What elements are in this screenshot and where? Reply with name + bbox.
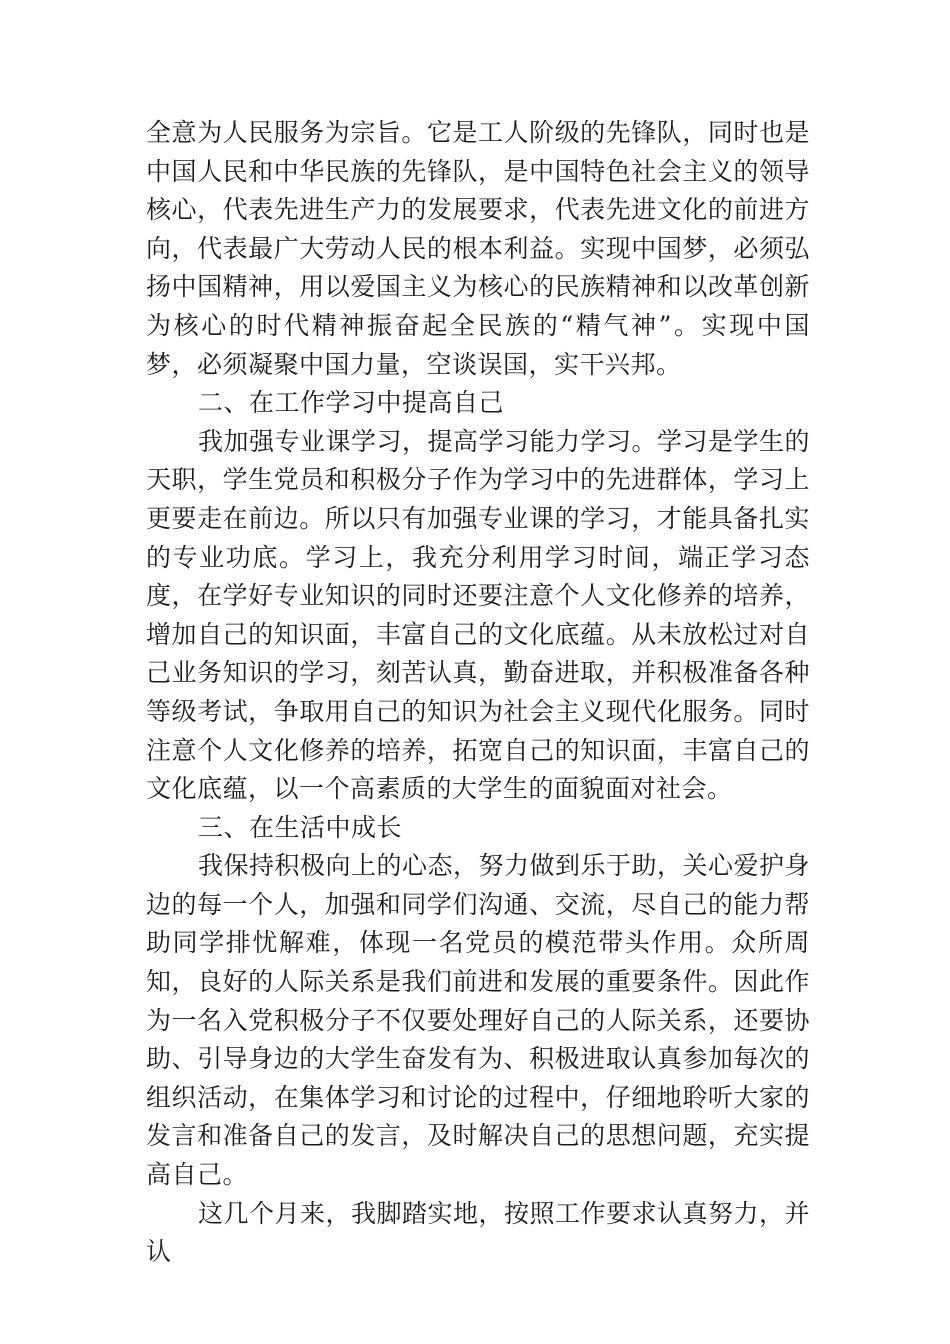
document-body	[146, 114, 810, 1272]
section-heading-study: 二、在工作学习中提高自己	[198, 388, 505, 418]
section-heading-life: 三、在生活中成长	[198, 812, 403, 842]
paragraph-conclusion: 这几个月来，我脚踏实地，按照工作要求认真努力，并认	[146, 1198, 811, 1267]
paragraph-study: 我加强专业课学习，提高学习能力学习。学习是学生的天职，学生党员和积极分子作为学习中的先进群体，学习上更要走在前边。所以只有加强专业课的学习，才能具备扎实的专业功底。学习上，我充分利用学习时间，端正学习态度，在学好专业知识的同时还要注意个人文化修养的培养，增加自己的知识面，丰富自己的文化底蕴。从未放松过对自己业务知识的学习，刻苦认真，勤奋进取，并积极准备各种等级考试，争取用自己的知识为社会主义现代化服务。同时注意个人文化修养的培养，拓宽自己的知识面，丰富自己的文化底蕴，以一个高素质的大学生的面貌面对社会。	[146, 426, 811, 804]
paragraph-party-purpose: 全意为人民服务为宗旨。它是工人阶级的先锋队，同时也是中国人民和中华民族的先锋队，是中国特色社会主义的领导核心，代表先进生产力的发展要求，代表先进文化的前进方向，代表最广大劳动人民的根本利益。实现中国梦，必须弘扬中国精神，用以爱国主义为核心的民族精神和以改革创新为核心的时代精神振奋起全民族的“精气神”。实现中国梦，必须凝聚中国力量，空谈误国，实干兴邦。	[146, 118, 810, 379]
paragraph-life: 我保持积极向上的心态，努力做到乐于助，关心爱护身边的每一个人，加强和同学们沟通、交流，尽自己的能力帮助同学排忧解难，体现一名党员的模范带头作用。众所周知，良好的人际关系是我们前进和发展的重要条件。因此作为一名入党积极分子不仅要处理好自己的人际关系，还要协助、引导身边的大学生奋发有为、积极进取认真参加每次的组织活动，在集体学习和讨论的过程中，仔细地聆听大家的发言和准备自己的发言，及时解决自己的思想问题，充实提高自己。	[146, 851, 811, 1190]
